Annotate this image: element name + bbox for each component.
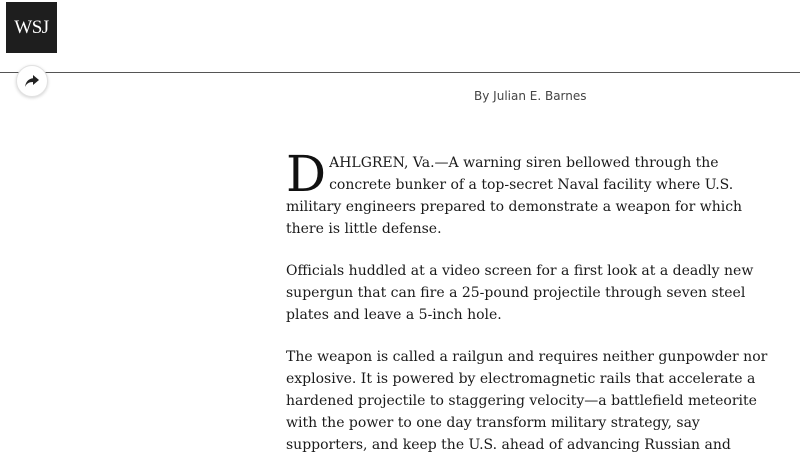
wsj-logo[interactable]: WSJ [6,2,57,53]
article-body [286,145,774,460]
header-divider [0,72,800,73]
byline-prefix: By [474,89,490,103]
share-arrow-icon [25,75,39,87]
article-paragraph-1 [286,145,774,240]
byline [474,89,587,103]
share-button[interactable] [16,65,48,97]
paragraph-text: AHLGREN, Va.—A warning siren bellowed through the concrete bunker of a top-secret Naval facility where U.S. military engineers prepared to demonstrate a weapon for which there is little defense. [286,155,743,237]
article-paragraph-2: Officials huddled at a video screen for a first look at a deadly new supergun that can fire a 25-pound projectile through seven steel plates and leave a 5-inch hole. [286,263,754,323]
byline-author[interactable]: Julian E. Barnes [493,89,587,103]
drop-cap: D [286,145,327,203]
article-paragraph-3: The weapon is called a railgun and requires neither gunpowder nor explosive. It is powered by electromagnetic rails that accelerate a hardened projectile to staggering velocity—a battlefield meteorite with the power to one day transform military strategy, say supporters, and keep the U.S. ahead of advancing Russian and [286,349,768,453]
